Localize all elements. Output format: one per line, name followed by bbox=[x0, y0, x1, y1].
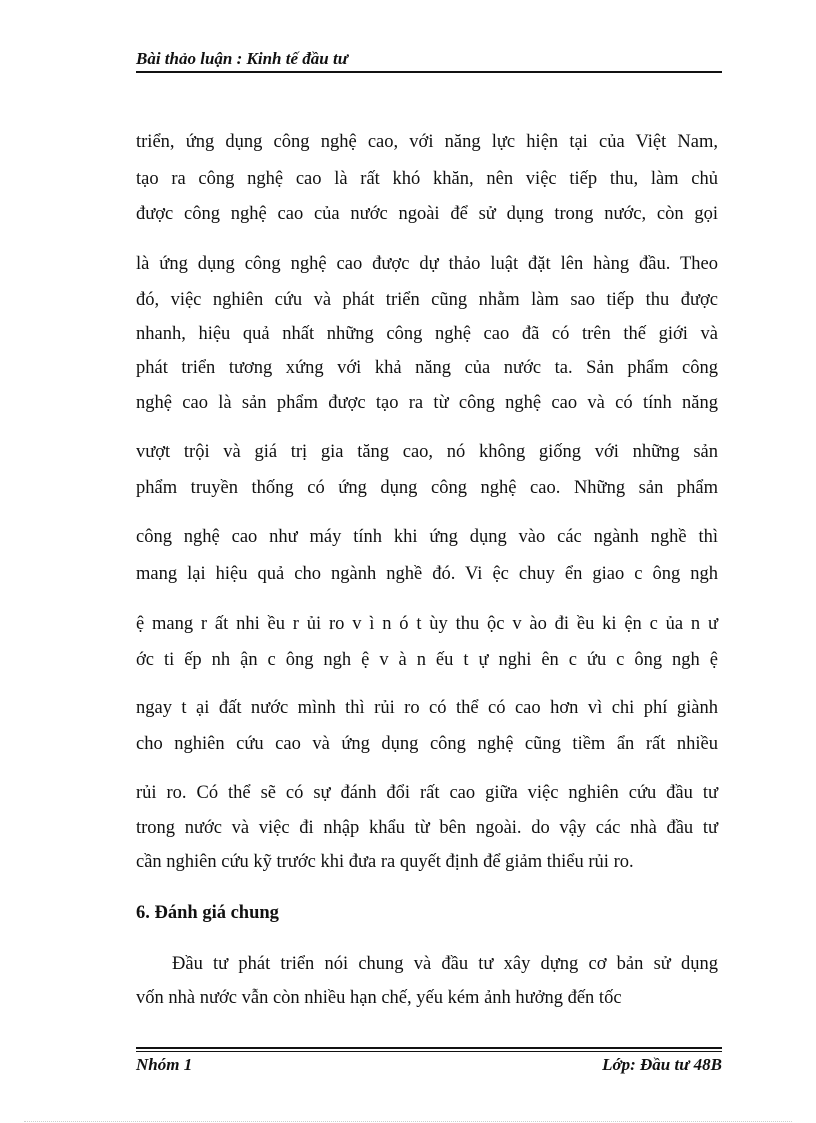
body-line: triển, ứng dụng công nghệ cao, với năng lực hiện tại của Việt Nam, bbox=[136, 132, 718, 152]
body-line: ệ mang r ất nhi ều r ủi ro v ì n ó t ùy thu ộc v ào đi ều ki ện c ủa n ư bbox=[136, 614, 718, 634]
body-line: mang lại hiệu quả cho ngành nghề đó. Vi ệc chuy ển giao c ông ngh bbox=[136, 564, 718, 584]
body-line: phẩm truyền thống có ứng dụng công nghệ cao. Những sản phẩm bbox=[136, 478, 718, 498]
footer-rule-thin bbox=[136, 1051, 722, 1052]
body-line: ớc ti ếp nh ận c ông ngh ệ v à n ếu t ự nghi ên c ứu c ông ngh ệ bbox=[136, 650, 718, 670]
page-footer bbox=[136, 1047, 722, 1077]
header-title: Bài thảo luận : Kinh tế đầu tư bbox=[136, 49, 348, 68]
body-line: là ứng dụng công nghệ cao được dự thảo luật đặt lên hàng đầu. Theo bbox=[136, 254, 718, 274]
body-line: cần nghiên cứu kỹ trước khi đưa ra quyết định để giảm thiểu rủi ro. bbox=[136, 852, 634, 872]
body-line: cho nghiên cứu cao và ứng dụng công nghệ cũng tiềm ẩn rất nhiều bbox=[136, 734, 718, 754]
body-line: nghệ cao là sản phẩm được tạo ra từ công nghệ cao và có tính năng bbox=[136, 393, 718, 413]
body-line: công nghệ cao như máy tính khi ứng dụng vào các ngành nghề thì bbox=[136, 527, 718, 547]
page-edge-divider bbox=[24, 1121, 792, 1122]
body-line: rủi ro. Có thể sẽ có sự đánh đổi rất cao giữa việc nghiên cứu đầu tư bbox=[136, 783, 718, 803]
section-line: vốn nhà nước vẫn còn nhiều hạn chế, yếu kém ảnh hưởng đến tốc bbox=[136, 988, 622, 1008]
section-line: Đầu tư phát triển nói chung và đầu tư xây dựng cơ bản sử dụng bbox=[172, 954, 718, 974]
footer-rule bbox=[136, 1047, 722, 1049]
body-line: đó, việc nghiên cứu và phát triển cũng nhằm làm sao tiếp thu được bbox=[136, 290, 718, 310]
header-rule bbox=[136, 71, 722, 73]
footer-class-label: Lớp: Đầu tư 48B bbox=[602, 1055, 722, 1074]
page-header bbox=[136, 49, 722, 77]
body-line: ngay t ại đất nước mình thì rủi ro có thể có cao hơn vì chi phí giành bbox=[136, 698, 718, 718]
body-line: được công nghệ cao của nước ngoài để sử dụng trong nước, còn gọi bbox=[136, 204, 718, 224]
body-line: nhanh, hiệu quả nhất những công nghệ cao đã có trên thế giới và bbox=[136, 324, 718, 344]
body-line: trong nước và việc đi nhập khẩu từ bên ngoài. do vậy các nhà đầu tư bbox=[136, 818, 718, 838]
body-line: tạo ra công nghệ cao là rất khó khăn, nên việc tiếp thu, làm chủ bbox=[136, 169, 718, 189]
body-line: phát triển tương xứng với khả năng của nước ta. Sản phẩm công bbox=[136, 358, 718, 378]
footer-group-label: Nhóm 1 bbox=[136, 1055, 193, 1074]
section-heading: 6. Đánh giá chung bbox=[136, 903, 279, 923]
body-line: vượt trội và giá trị gia tăng cao, nó không giống với những sản bbox=[136, 442, 718, 462]
